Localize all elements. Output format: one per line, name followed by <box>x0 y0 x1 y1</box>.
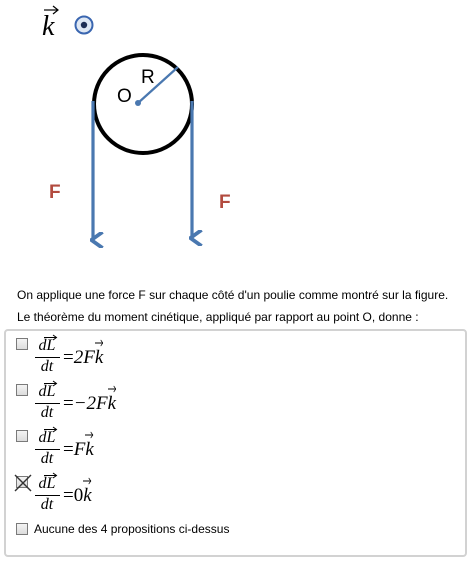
force-right-label: F <box>219 192 231 213</box>
center-point <box>135 100 141 106</box>
k-vector-arrow-icon <box>85 431 93 439</box>
option-5-label: Aucune des 4 propositions ci-dessus <box>34 522 230 536</box>
question-line-2: Le théorème du moment cinétique, appliqué par rapport au point O, donne : <box>17 310 419 324</box>
checked-cross-icon <box>13 473 33 493</box>
radius-label: R <box>141 67 155 88</box>
k-vector-arrow-icon <box>95 339 103 347</box>
question-line-1: On applique une force F sur chaque côté d'un poulie comme montré sur la figure. <box>17 288 449 302</box>
out-of-plane-icon <box>76 17 93 34</box>
force-left-label: F <box>49 182 61 203</box>
L-vector-arrow-icon <box>44 472 58 479</box>
L-vector-arrow-icon <box>44 380 58 387</box>
L-vector-arrow-icon <box>44 426 58 433</box>
option-1-checkbox[interactable] <box>16 338 28 350</box>
answer-options-box: dL dt =2Fk dL dt =−2Fk dL dt =Fk dL dt =0k Aucune des 4 propositions ci-dessus <box>4 329 467 557</box>
option-5-checkbox[interactable] <box>16 523 28 535</box>
option-2-checkbox[interactable] <box>16 384 28 396</box>
k-label: k <box>42 11 55 42</box>
k-vector-arrow-icon <box>108 385 116 393</box>
center-label: O <box>117 86 132 107</box>
L-vector-arrow-icon <box>44 334 58 341</box>
k-vector-arrow-icon <box>83 477 91 485</box>
option-3-checkbox[interactable] <box>16 430 28 442</box>
